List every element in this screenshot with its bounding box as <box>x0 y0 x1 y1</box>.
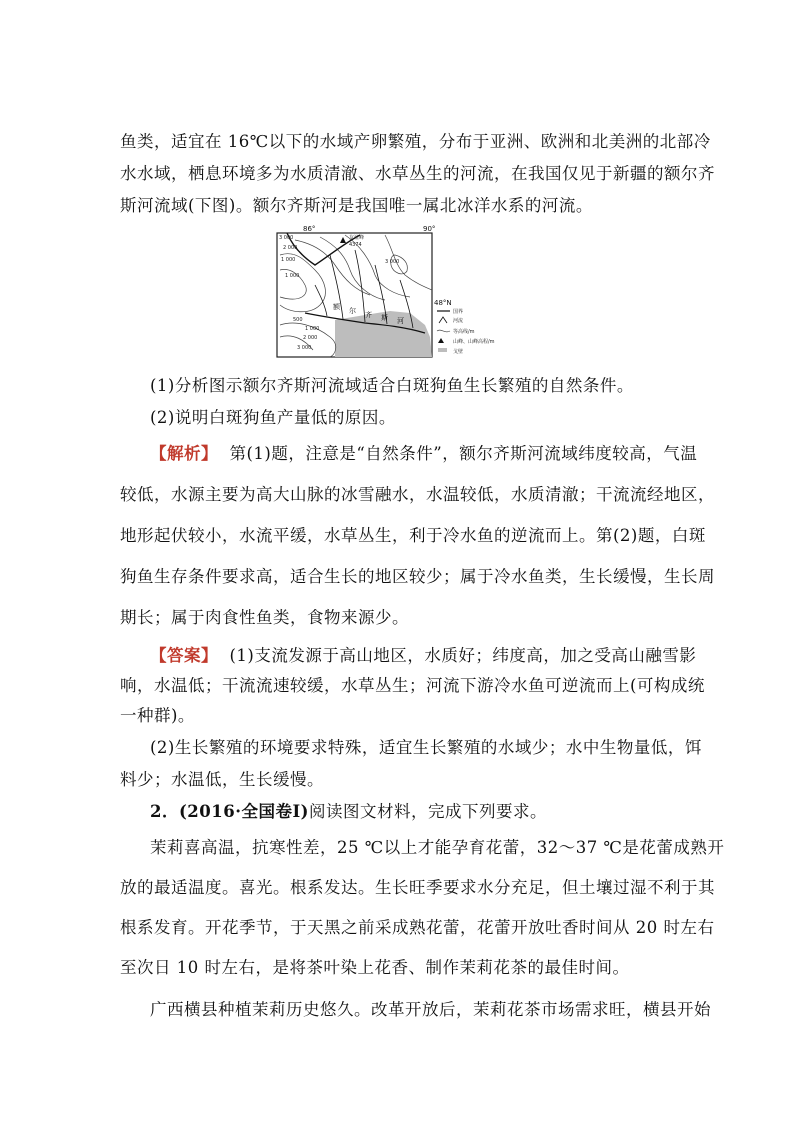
legend-peak: 山峰、山峰高程/m <box>453 339 495 345</box>
contour-label: 500 <box>293 317 303 323</box>
contour-label: 3 000 <box>279 235 294 241</box>
answer-text-1: (1)支流发源于高山地区，水质好；纬度高，加之受高山融雪影 <box>229 646 697 665</box>
q2-title <box>150 798 547 822</box>
q2-p1-line-2: 放的最适温度。喜光。根系发达。生长旺季要求水分充足，但土壤过湿不利于其 <box>120 878 715 897</box>
q2-p1-line-4: 至次日 10 时左右，是将茶叶染上花香、制作茉莉花茶的最佳时间。 <box>120 958 630 977</box>
river-name-char: 尔 <box>349 307 356 315</box>
legend-contour: 等高线/m <box>453 329 475 335</box>
legend-river: 河流 <box>453 318 464 324</box>
answer-tag: 【答案】 <box>150 646 218 665</box>
contour-label: 3 000 <box>297 345 312 351</box>
contour-label: 1 000 <box>281 257 296 263</box>
contour-label: 1 000 <box>305 326 320 332</box>
q2-p2-line-1: 广西横县种植茉莉历史悠久。改革开放后，茉莉花茶市场需求旺，横县开始 <box>150 1000 711 1019</box>
irtysh-river-map <box>275 225 500 360</box>
answer-line-3: 一种群)。 <box>120 706 195 725</box>
analysis-line-2: 较低，水源主要为高大山脉的冰雪融水，水温较低，水质清澈；干流流经地区， <box>120 485 715 504</box>
river-name-char: 斯 <box>381 314 388 322</box>
intro-line-3: 斯河流域(下图)。额尔齐斯河是我国唯一属北冰洋水系的河流。 <box>120 196 593 215</box>
river-name-char: 河 <box>397 317 404 325</box>
question-1: (1)分析图示额尔齐斯河流域适合白斑狗鱼生长繁殖的自然条件。 <box>150 376 634 395</box>
peak-name: 友谊峰 <box>349 235 365 241</box>
legend-gobi: 戈壁 <box>453 349 464 355</box>
river-name-char: 额 <box>333 303 340 311</box>
question-2: (2)说明白斑狗鱼产量低的原因。 <box>150 408 396 427</box>
intro-line-2: 水水域，栖息环境多为水质清澈、水草丛生的河流，在我国仅见于新疆的额尔齐 <box>120 164 715 183</box>
contour-label: 2 000 <box>283 245 298 251</box>
contour-label: 3 000 <box>385 259 400 265</box>
river-name-char: 齐 <box>365 311 372 319</box>
q2-title-bold: 2．(2016·全国卷Ⅰ) <box>150 802 309 821</box>
legend-border: 国界 <box>453 309 464 315</box>
analysis-line-3: 地形起伏较小，水流平缓，水草丛生，利于冷水鱼的逆流而上。第(2)题，白斑 <box>120 526 706 545</box>
answer-line-5: 料少；水温低，生长缓慢。 <box>120 770 324 789</box>
q2-title-rest: 阅读图文材料，完成下列要求。 <box>308 802 547 821</box>
lat-label-48: 48°N <box>434 299 452 307</box>
answer-line-4: (2)生长繁殖的环境要求特殊，适宜生长繁殖的水域少；水中生物量低，饵 <box>150 738 702 757</box>
map-legend <box>437 308 495 355</box>
analysis-text-1: 第(1)题，注意是“自然条件”，额尔齐斯河流域纬度较高，气温 <box>229 444 698 463</box>
lon-label-86: 86° <box>303 225 316 233</box>
analysis-line-1 <box>150 440 697 464</box>
analysis-line-5: 期长；属于肉食性鱼类，食物来源少。 <box>120 608 409 627</box>
peak-height: 4374 <box>349 242 362 248</box>
contour-label: 1 000 <box>285 273 300 279</box>
lon-label-90: 90° <box>423 225 436 233</box>
answer-line-2: 响，水温低；干流流速较缓，水草丛生；河流下游冷水鱼可逆流而上(可构成统 <box>120 676 705 695</box>
analysis-line-4: 狗鱼生存条件要求高，适合生长的地区较少；属于冷水鱼类，生长缓慢，生长周 <box>120 567 715 586</box>
contour-label: 2 000 <box>303 335 318 341</box>
q2-p1-line-1: 茉莉喜高温，抗寒性差，25 ℃以上才能孕育花蕾，32～37 ℃是花蕾成熟开 <box>150 838 725 857</box>
analysis-tag: 【解析】 <box>150 444 218 463</box>
answer-line-1 <box>150 642 696 666</box>
q2-p1-line-3: 根系发育。开花季节，于天黑之前采成熟花蕾，花蕾开放吐香时间从 20 时左右 <box>120 918 715 937</box>
intro-line-1: 鱼类，适宜在 16℃以下的水域产卵繁殖，分布于亚洲、欧洲和北美洲的北部冷 <box>120 132 711 151</box>
